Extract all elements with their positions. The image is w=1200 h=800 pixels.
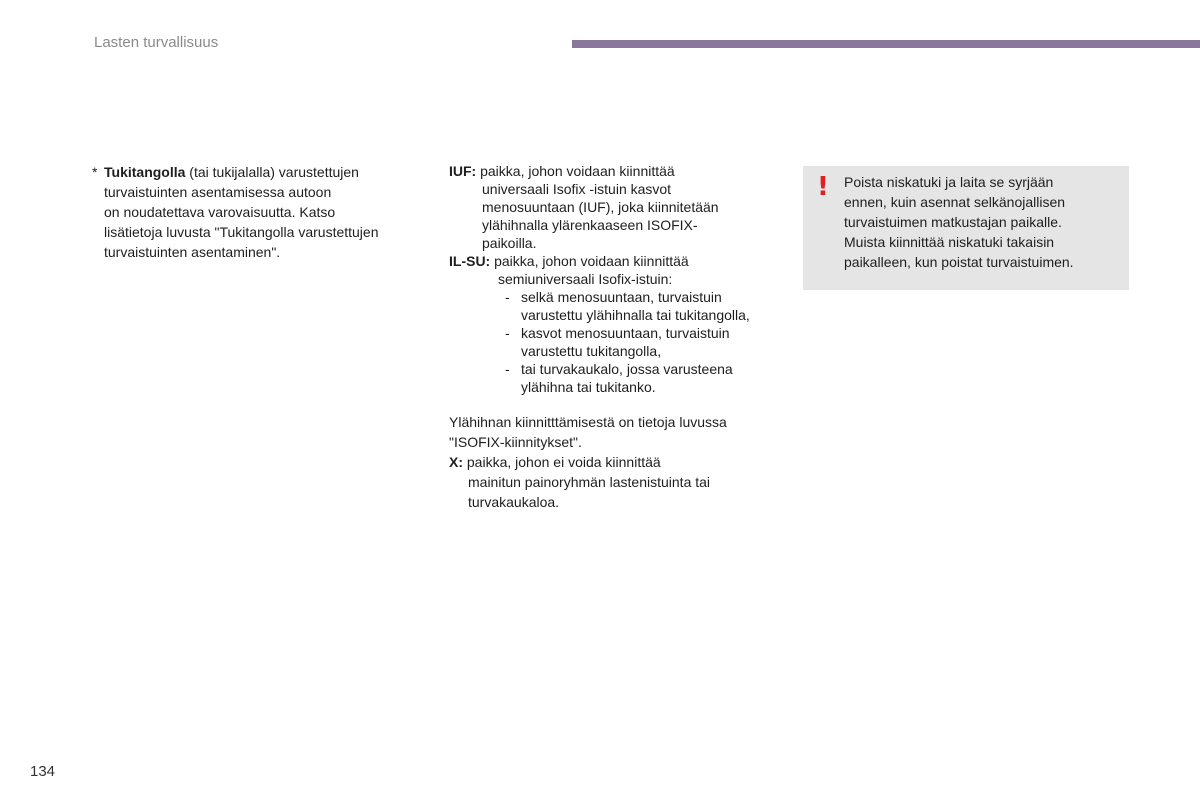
footnote [92,162,422,262]
footnote-line: turvaistuinten asentaminen". [104,244,281,260]
list-item-text: ylähihna tai tukitanko. [521,379,656,395]
definition-x [449,452,784,512]
warning-line: paikalleen, kun poistat turvaistuimen. [844,254,1074,270]
exclamation-icon: ! [817,172,829,202]
list-item-text: varustettu tukitangolla, [521,343,662,359]
list-item-text: selkä menosuuntaan, turvaistuin [521,289,722,305]
list-item-text: tai turvakaukalo, jossa varusteena [521,361,733,377]
definition-text: paikka, johon ei voida kiinnittää [463,454,661,470]
page-number: 134 [30,763,56,780]
warning-line: Muista kiinnittää niskatuki takaisin [844,234,1055,250]
column-left [92,162,422,262]
list-item-text: varustettu ylähihnalla tai tukitangolla, [521,307,750,323]
list-item [449,360,784,396]
footnote-line: on noudatettava varovaisuutta. Katso [104,204,336,220]
header-accent-bar [572,40,1200,48]
list-dash: - [505,361,510,377]
definition-text: turvakaukaloa. [468,494,560,510]
note-paragraph [449,412,784,452]
note-line: Ylähihnan kiinnitttämisestä on tietoja luvussa [449,414,727,430]
footnote-term: Tukitangolla [104,164,186,180]
warning-box [803,166,1129,290]
definition-ilsu [449,252,784,396]
section-title: Lasten turvallisuus [94,34,219,51]
definition-term: IL-SU: [449,253,491,269]
definition-text: ylähihnalla ylärenkaaseen ISOFIX- [482,217,698,233]
footnote-line: lisätietoja luvusta "Tukitangolla varustettujen [104,224,379,240]
definition-term: X: [449,454,463,470]
footnote-line [104,162,379,182]
footnote-line: turvaistuinten asentamisessa autoon [104,184,332,200]
footnote-text [104,162,379,262]
footnote-line-text: (tai tukijalalla) varustettujen [185,164,359,180]
list-item [449,288,784,324]
footnote-star: * [92,164,98,180]
definition-text: paikka, johon voidaan kiinnittää [490,253,689,269]
note-line: "ISOFIX-kiinnitykset". [449,434,582,450]
list-item [449,324,784,360]
definition-iuf [449,162,784,252]
column-middle [449,162,784,512]
list-item-text: kasvot menosuuntaan, turvaistuin [521,325,730,341]
list-dash: - [505,325,510,341]
definition-text: paikka, johon voidaan kiinnittää [476,163,675,179]
warning-line: ennen, kuin asennat selkänojallisen [844,194,1066,210]
definition-text: mainitun painoryhmän lastenistuinta tai [468,474,711,490]
warning-line: turvaistuimen matkustajan paikalle. [844,214,1062,230]
definition-text: paikoilla. [482,235,537,251]
definition-text: menosuuntaan (IUF), joka kiinnitetään [482,199,719,215]
warning-line: Poista niskatuki ja laita se syrjään [844,174,1054,190]
list-dash: - [505,289,510,305]
definition-term: IUF: [449,163,477,179]
warning-text [844,172,1124,272]
definition-text: semiuniversaali Isofix-istuin: [498,271,673,287]
definition-text: universaali Isofix -istuin kasvot [482,181,672,197]
